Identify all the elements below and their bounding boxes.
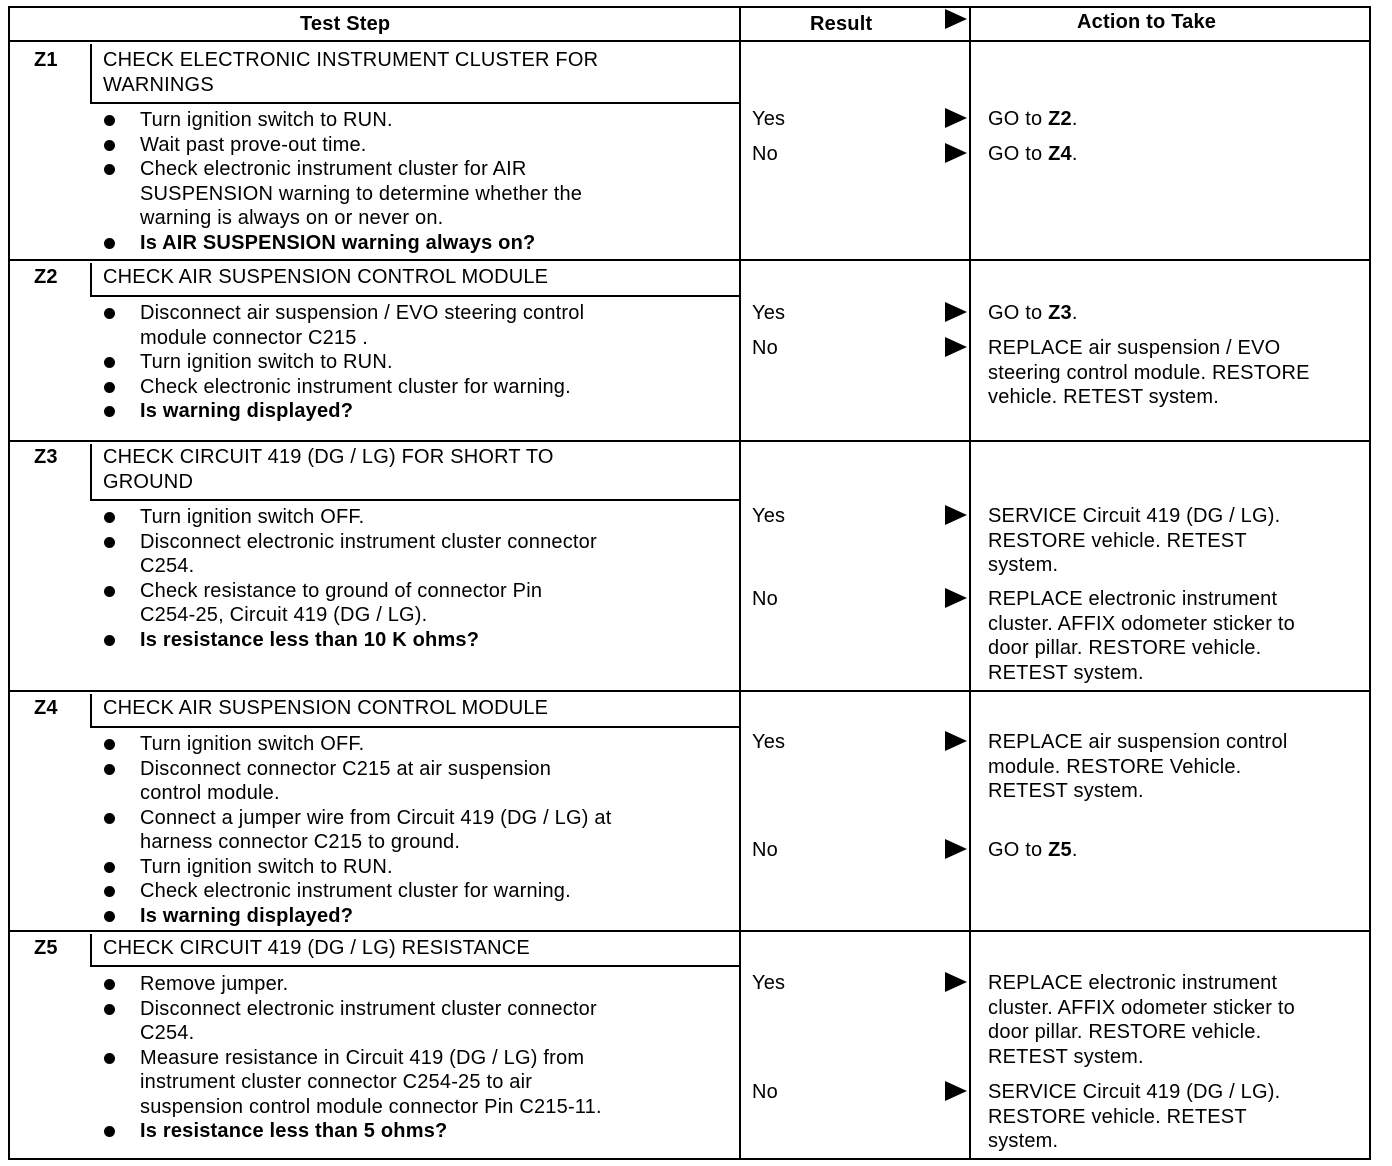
bullet-icon: [104, 512, 115, 523]
result-no: No: [752, 839, 778, 861]
step-title: CHECK CIRCUIT 419 (DG / LG) RESISTANCE: [103, 937, 530, 959]
step-title: CHECK ELECTRONIC INSTRUMENT CLUSTER FOR: [103, 49, 599, 71]
step-instruction: Turn ignition switch OFF.: [140, 506, 365, 528]
arrow-icon: [945, 1081, 967, 1101]
action-text: SERVICE Circuit 419 (DG / LG).: [988, 1081, 1281, 1103]
rule-line: [8, 690, 1371, 692]
rule-line: [90, 263, 92, 295]
rule-line: [8, 40, 1371, 42]
step-id-z4: Z4: [34, 697, 58, 719]
rule-line: [90, 934, 92, 965]
step-instruction: Connect a jumper wire from Circuit 419 (DG / LG) at: [140, 806, 612, 829]
step-ref: Z2: [1048, 108, 1072, 130]
result-yes: Yes: [752, 505, 786, 527]
rule-line: [90, 44, 92, 102]
step-question: Is AIR SUSPENSION warning always on?: [140, 231, 536, 254]
result-no: No: [752, 337, 778, 359]
step-instruction: control module.: [140, 782, 280, 804]
step-question: Is resistance less than 5 ohms?: [140, 1120, 448, 1142]
arrow-icon: [945, 143, 967, 163]
rule-line: [739, 6, 741, 1160]
bullet-icon: [104, 862, 115, 873]
arrow-icon: [945, 588, 967, 608]
rule-line: [8, 259, 1371, 261]
step-instruction: module connector C215 .: [140, 326, 369, 349]
step-id-z5: Z5: [34, 937, 58, 959]
step-instruction: harness connector C215 to ground.: [140, 831, 461, 853]
result-yes: Yes: [752, 731, 786, 753]
result-no: No: [752, 588, 778, 610]
bullet-icon: [104, 586, 115, 597]
result-no: No: [752, 1081, 778, 1103]
step-id-z3: Z3: [34, 446, 58, 468]
action-text: GO to Z4.: [988, 143, 1078, 165]
rule-line: [8, 1158, 1371, 1160]
step-instruction: Remove jumper.: [140, 973, 289, 995]
result-yes: Yes: [752, 972, 786, 994]
step-ref: Z5: [1048, 839, 1072, 861]
step-instruction: suspension control module connector Pin C215-11.: [140, 1095, 602, 1118]
action-text: SERVICE Circuit 419 (DG / LG).: [988, 505, 1281, 527]
action-text: module. RESTORE Vehicle.: [988, 755, 1242, 778]
bullet-icon: [104, 979, 115, 990]
arrow-icon: [945, 337, 967, 357]
header-result: Result: [810, 13, 873, 35]
step-instruction: instrument cluster connector C254-25 to air: [140, 1071, 533, 1093]
header-test-step: Test Step: [300, 13, 391, 35]
rule-line: [90, 499, 740, 501]
action-text: steering control module. RESTORE: [988, 361, 1310, 384]
arrow-icon: [945, 505, 967, 525]
arrow-icon: [945, 9, 967, 29]
arrow-icon: [945, 108, 967, 128]
arrow-icon: [945, 972, 967, 992]
step-instruction: Turn ignition switch to RUN.: [140, 351, 393, 373]
step-instruction: Check electronic instrument cluster for warning.: [140, 375, 571, 398]
action-text: vehicle. RETEST system.: [988, 386, 1219, 408]
step-instruction: SUSPENSION warning to determine whether the: [140, 182, 583, 205]
bullet-icon: [104, 739, 115, 750]
action-text: RETEST system.: [988, 780, 1144, 802]
arrow-icon: [945, 302, 967, 322]
step-instruction: Turn ignition switch to RUN.: [140, 855, 393, 878]
result-yes: Yes: [752, 302, 786, 324]
step-instruction: Turn ignition switch to RUN.: [140, 109, 393, 131]
action-text: system.: [988, 554, 1059, 576]
step-instruction: Check electronic instrument cluster for AIR: [140, 158, 527, 180]
action-text: door pillar. RESTORE vehicle.: [988, 637, 1262, 659]
bullet-icon: [104, 140, 115, 151]
rule-line: [969, 6, 971, 1160]
rule-line: [8, 6, 10, 1160]
step-ref: Z4: [1048, 143, 1072, 165]
bullet-icon: [104, 308, 115, 319]
bullet-icon: [104, 382, 115, 393]
rule-line: [90, 295, 740, 297]
header-action: Action to Take: [1077, 11, 1217, 33]
bullet-icon: [104, 238, 115, 249]
step-title: CHECK AIR SUSPENSION CONTROL MODULE: [103, 697, 549, 719]
step-instruction: Check resistance to ground of connector Pin: [140, 579, 543, 602]
step-instruction: Measure resistance in Circuit 419 (DG / LG) from: [140, 1046, 585, 1069]
step-instruction: Disconnect connector C215 at air suspension: [140, 757, 552, 780]
bullet-icon: [104, 1053, 115, 1064]
step-title: CHECK CIRCUIT 419 (DG / LG) FOR SHORT TO: [103, 446, 554, 468]
step-id-z1: Z1: [34, 49, 58, 71]
step-ref: Z3: [1048, 302, 1072, 324]
step-instruction: warning is always on or never on.: [140, 207, 444, 229]
bullet-icon: [104, 764, 115, 775]
bullet-icon: [104, 1004, 115, 1015]
action-text: REPLACE electronic instrument: [988, 972, 1278, 994]
action-text: RESTORE vehicle. RETEST: [988, 529, 1247, 552]
step-id-z2: Z2: [34, 266, 58, 288]
rule-line: [90, 694, 92, 726]
bullet-icon: [104, 886, 115, 897]
action-text: cluster. AFFIX odometer sticker to: [988, 996, 1295, 1019]
action-text: REPLACE air suspension control: [988, 731, 1288, 753]
bullet-icon: [104, 537, 115, 548]
action-text: REPLACE electronic instrument: [988, 588, 1278, 610]
arrow-icon: [945, 731, 967, 751]
step-instruction: Check electronic instrument cluster for warning.: [140, 880, 571, 902]
rule-line: [8, 930, 1371, 932]
step-title: WARNINGS: [103, 73, 214, 96]
step-instruction: Wait past prove-out time.: [140, 133, 367, 156]
rule-line: [90, 102, 740, 104]
step-instruction: Disconnect air suspension / EVO steering control: [140, 302, 585, 324]
step-question: Is warning displayed?: [140, 904, 354, 927]
action-text: GO to Z2.: [988, 108, 1078, 130]
action-text: door pillar. RESTORE vehicle.: [988, 1021, 1262, 1043]
result-no: No: [752, 143, 778, 165]
rule-line: [90, 965, 740, 967]
step-question: Is warning displayed?: [140, 400, 354, 422]
rule-line: [90, 726, 740, 728]
step-instruction: C254-25, Circuit 419 (DG / LG).: [140, 604, 428, 626]
bullet-icon: [104, 357, 115, 368]
action-text: GO to Z3.: [988, 302, 1078, 324]
step-instruction: Disconnect electronic instrument cluster connector: [140, 997, 597, 1020]
action-text: REPLACE air suspension / EVO: [988, 337, 1281, 359]
action-text: cluster. AFFIX odometer sticker to: [988, 612, 1295, 635]
action-text: RETEST system.: [988, 1045, 1144, 1068]
step-instruction: Turn ignition switch OFF.: [140, 733, 365, 755]
step-instruction: C254.: [140, 555, 195, 577]
rule-line: [1369, 6, 1371, 1160]
bullet-icon: [104, 911, 115, 922]
action-text: system.: [988, 1130, 1059, 1152]
action-text: RESTORE vehicle. RETEST: [988, 1105, 1247, 1128]
bullet-icon: [104, 813, 115, 824]
arrow-icon: [945, 839, 967, 859]
rule-line: [8, 440, 1371, 442]
action-text: RETEST system.: [988, 661, 1144, 684]
step-instruction: Disconnect electronic instrument cluster connector: [140, 530, 597, 553]
rule-line: [8, 6, 1371, 8]
bullet-icon: [104, 115, 115, 126]
step-title: GROUND: [103, 470, 194, 493]
bullet-icon: [104, 635, 115, 646]
rule-line: [90, 444, 92, 499]
bullet-icon: [104, 1126, 115, 1137]
step-title: CHECK AIR SUSPENSION CONTROL MODULE: [103, 266, 549, 288]
step-instruction: C254.: [140, 1022, 195, 1044]
result-yes: Yes: [752, 108, 786, 130]
action-text: GO to Z5.: [988, 839, 1078, 861]
bullet-icon: [104, 406, 115, 417]
step-question: Is resistance less than 10 K ohms?: [140, 628, 480, 651]
bullet-icon: [104, 164, 115, 175]
